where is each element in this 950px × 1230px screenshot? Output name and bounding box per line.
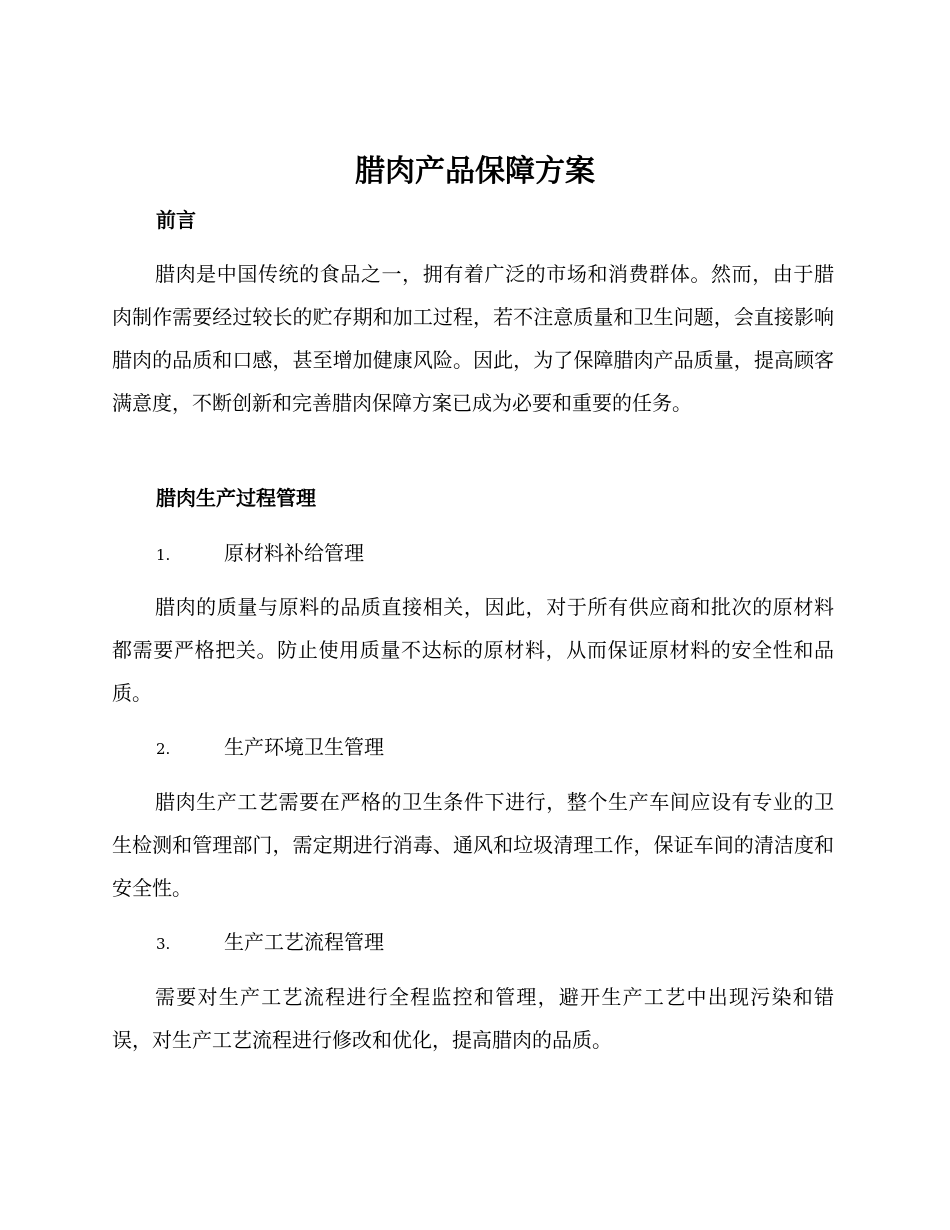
list-item-raw-materials (156, 538, 364, 570)
list-number: 2. (156, 740, 171, 758)
raw-materials-paragraph: 腊肉的质量与原料的品质直接相关，因此，对于所有供应商和批次的原材料都需要严格把关。防止使用质量不达标的原材料，从而保证原材料的安全性和品质。 (112, 595, 834, 705)
process-paragraph: 需要对生产工艺流程进行全程监控和管理，避开生产工艺中出现污染和错误，对生产工艺流程进行修改和优化，提高腊肉的品质。 (112, 985, 834, 1052)
list-item-process (156, 927, 384, 959)
preface-paragraph: 腊肉是中国传统的食品之一，拥有着广泛的市场和消费群体。然而，由于腊肉制作需要经过较长的贮存期和加工过程，若不注意质量和卫生问题，会直接影响腊肉的品质和口感，甚至增加健康风险。因此，为了保障腊肉产品质量，提高顾客满意度，不断创新和完善腊肉保障方案已成为必要和重要的任务。 (112, 262, 834, 415)
environment-paragraph: 腊肉生产工艺需要在严格的卫生条件下进行，整个生产车间应设有专业的卫生检测和管理部门，需定期进行消毒、通风和垃圾清理工作，保证车间的清洁度和安全性。 (112, 790, 834, 900)
list-item-title: 原材料补给管理 (224, 541, 364, 565)
section-heading-production: 腊肉生产过程管理 (156, 486, 316, 510)
list-number: 1. (156, 546, 171, 564)
section-heading-preface: 前言 (156, 208, 196, 232)
document-title: 腊肉产品保障方案 (355, 154, 595, 189)
list-item-environment (156, 732, 384, 764)
list-item-title: 生产工艺流程管理 (224, 930, 384, 954)
list-item-title: 生产环境卫生管理 (224, 735, 384, 759)
list-number: 3. (156, 935, 171, 953)
